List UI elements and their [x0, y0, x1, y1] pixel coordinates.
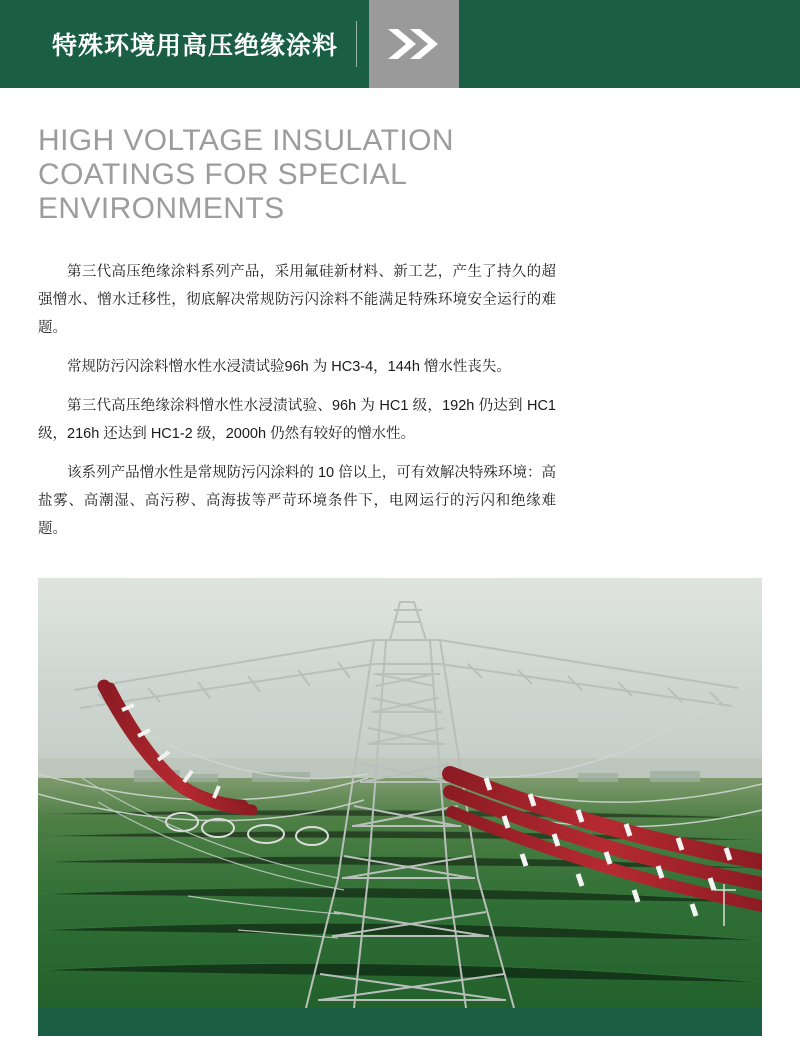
paragraph-3: 第三代高压绝缘涂料憎水性水浸渍试验、96h 为 HC1 级，192h 仍达到 HC1 级，216h 还达到 HC1-2 级，2000h 仍然有较好的憎水性。	[38, 398, 556, 442]
paragraph-4: 该系列产品憎水性是常规防污闪涂料的 10 倍以上，可有效解决特殊环境：高盐雾、高潮湿、高污秽、高海拔等严苛环境条件下，电网运行的污闪和绝缘难题。	[38, 465, 556, 537]
header-band	[0, 0, 800, 88]
header-divider	[356, 21, 357, 67]
page-title-chinese: 特殊环境用高压绝缘涂料	[52, 32, 339, 60]
body-copy	[38, 258, 556, 554]
page-title-english: HIGH VOLTAGE INSULATION COATINGS FOR SPECIAL ENVIRONMENTS	[38, 124, 454, 226]
paragraph-2: 常规防污闪涂料憎水性水浸渍试验96h 为 HC3-4，144h 憎水性丧失。	[67, 359, 511, 375]
chevron-block	[369, 0, 459, 88]
footer-band	[38, 1008, 762, 1036]
transmission-tower-photo	[38, 578, 762, 1008]
double-chevron-right-icon	[386, 27, 442, 61]
paragraph-1: 第三代高压绝缘涂料系列产品，采用氟硅新材料、新工艺，产生了持久的超强憎水、憎水迁移性，彻底解决常规防污闪涂料不能满足特殊环境安全运行的难题。	[38, 264, 556, 336]
